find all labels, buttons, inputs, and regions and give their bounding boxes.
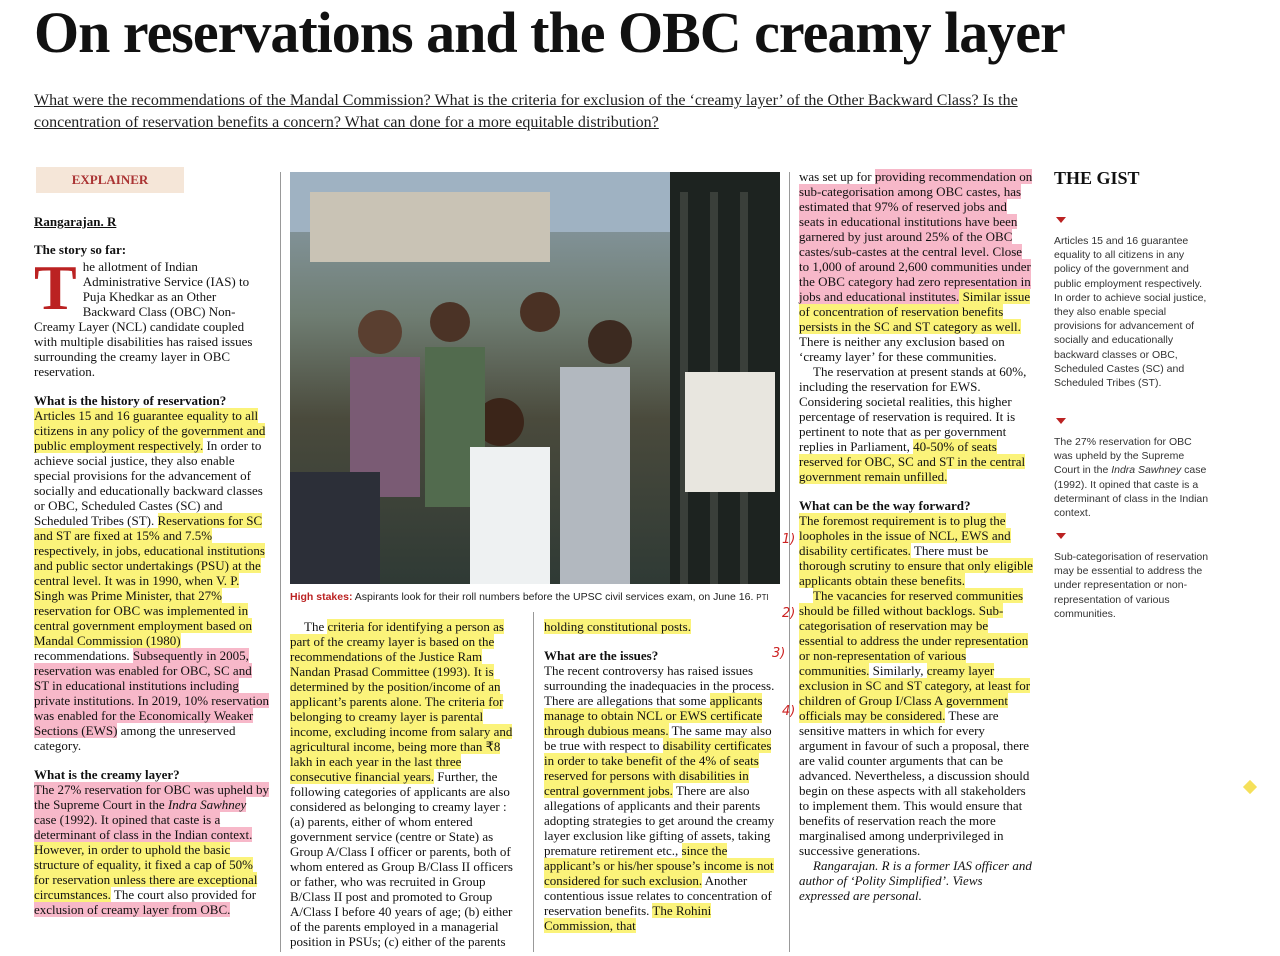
column-divider [789, 172, 790, 952]
vacancies-paragraph: The vacancies for reserved communities should be filled without backlogs. Sub-categorisation of reservation may be essential to address the under representation or non-representation of various communities. Similarly, creamy layer exclusion in SC and ST category, at least for children of Group I/Class A government officials may be considered. These are sensitive matters in which for every argument in favour of such a proposal, there are valid counter arguments that can be advanced. Nevertheless, a discussion should begin on these aspects with all stakeholders to implement them. This would ensure that benefits of reservation reach the more marginalised among underprivileged in successive generations. [799, 588, 1031, 858]
column-2 [290, 619, 522, 949]
question-way-forward: What can be the way forward? [799, 498, 971, 513]
gist-title: THE GIST [1054, 168, 1140, 188]
handwritten-mark-2: 2) [782, 606, 796, 621]
gist-item-2: The 27% reservation for OBC was upheld by the Supreme Court in the Indra Sawhney case (1992). It opined that caste is a determinant of class in the Indian context. [1054, 436, 1209, 520]
explainer-tag: EXPLAINER [36, 167, 184, 193]
question-issues: What are the issues? [544, 648, 659, 663]
column-divider [280, 172, 281, 952]
news-photo [290, 172, 780, 584]
highlight-mark [1243, 780, 1257, 794]
history-paragraph: Articles 15 and 16 guarantee equality to all citizens in any policy of the government and public employment respectively. In order to achieve social justice, they also enable special provisions for the advancement of socially and educationally backward classes or OBC, Scheduled Castes (SC) and Scheduled Tribes (ST). Reservations for SC and ST are fixed at 15% and 7.5% respectively, in jobs, educational institutions and public sector undertakings (PSU) at the central level. It was in 1990, when V. P. Singh was Prime Minister, that 27% reservation for OBC was implemented in central government employment based on Mandal Commission (1980) recommendations. Subsequently in 2005, reservation was enabled for OBC, SC and ST in educational institutions including private institutions. In 2019, 10% reservation was enabled for the Economically Weaker Sections (EWS) among the unreserved category. [34, 408, 270, 753]
question-creamy-layer: What is the creamy layer? [34, 767, 180, 782]
issues-paragraph: The recent controversy has raised issues surrounding the inadequacies in the process. There are allegations that some applicants manage to obtain NCL or EWS certificate through dubious means. The same may also be true with respect to disability certificates in order to take benefit of the 4% of seats reserved for persons with disabilities in central government jobs. There are also allegations of applicants and their parents adopting strategies to get around the creamy layer exclusion like gifting of assets, taking premature retirement etc., since the applicant’s or his/her spouse’s income is not considered for such exclusion. Another contentious issue relates to concentration of reservation benefits. The Rohini Commission, that [544, 663, 775, 933]
author-note: Rangarajan. R is a former IAS officer and author of ‘Polity Simplified’. Views expressed are personal. [799, 858, 1032, 903]
bullet-triangle-icon [1056, 217, 1066, 223]
gist-item-1: Articles 15 and 16 guarantee equality to all citizens in any policy of the government and public employment respectively. In order to achieve social justice, they also enable special provisions for advancement of socially and educationally backward classes or OBC, Scheduled Castes (SC) and Scheduled Tribes (ST). [1054, 235, 1207, 390]
deck: What were the recommendations of the Mandal Commission? What is the criteria for exclusion of the ‘creamy layer’ of the Other Backward Class? Is the concentration of reservation benefits a concern? What can done for a more equitable distribution? [34, 92, 1018, 131]
constitutional-posts: holding constitutional posts. [544, 619, 691, 634]
story-paragraph: The allotment of Indian Administrative Service (IAS) to Puja Khedkar as an Other Backward Class (OBC) Non-Creamy Layer (NCL) candidate coupled with multiple disabilities has raised issues surrounding the creamy layer in OBC reservation. [34, 252, 253, 379]
bullet-triangle-icon [1056, 533, 1066, 539]
question-history: What is the history of reservation? [34, 393, 227, 408]
column-4 [799, 169, 1035, 903]
byline: Rangarajan. R [34, 214, 117, 229]
creamy-layer-paragraph: The 27% reservation for OBC was upheld by the Supreme Court in the Indra Sawhney case (1992). It opined that caste is a determinant of class in the Indian context. However, in order to uphold the basic structure of equality, it fixed a cap of 50% for reservation unless there are exceptional circumstances. The court also provided for exclusion of creamy layer from OBC. [34, 782, 270, 917]
photo-caption: High stakes: Aspirants look for their roll numbers before the UPSC civil services exam, on June 16. PTI [290, 591, 769, 603]
dropcap: T [34, 252, 77, 323]
handwritten-mark-3: 3) [772, 646, 786, 661]
column-1 [34, 242, 270, 917]
photo-illustration [290, 172, 780, 584]
gist-item-3: Sub-categorisation of reservation may be essential to address the under representation or non-representation of various communities. [1054, 551, 1209, 620]
criteria-paragraph: The criteria for identifying a person as part of the creamy layer is based on the recommendations of the Justice Ram Nandan Prasad Committee (1993). It is determined by the position/income of an applicant’s parents alone. The criteria for belonging to creamy layer is parental income, excluding income from salary and agricultural income, being more than ₹8 lakh in each year in the last three consecutive financial years. Further, the following categories of applicants are also considered as belonging to creamy layer : (a) parents, either of whom entered government service (centre or State) as Group A/Class I officer or parents, both of whom entered as Group B/Class II officers or father, who was recruited in Group B/Class II post and promoted to Group A/Class I before 40 years of age; (b) either of the parents employed in a managerial position in PSUs; (c) either of the parents [290, 619, 513, 949]
handwritten-mark-1: 1) [782, 532, 796, 547]
column-3 [544, 619, 780, 933]
rohini-paragraph: was set up for providing recommendation on sub-categorisation among OBC castes, has estimated that 97% of reserved jobs and seats in educational institutions have been garnered by just around 25% of the OBC castes/sub-castes at the central level. Close to 1,000 of around 2,600 communities under the OBC category had zero representation in jobs and educational institutes. Similar issue of concentration of reservation benefits persists in the SC and ST category as well. There is neither any exclusion based on ‘creamy layer’ for these communities. [799, 169, 1033, 364]
handwritten-mark-4: 4) [782, 704, 796, 719]
way-forward-paragraph: The foremost requirement is to plug the loopholes in the issue of NCL, EWS and disability certificates. There must be thorough scrutiny to ensure that only eligible applicants obtain these benefits. [799, 513, 1033, 588]
caption-label: High stakes: [290, 591, 353, 603]
bullet-triangle-icon [1056, 418, 1066, 424]
headline: On reservations and the OBC creamy layer [34, 0, 1065, 65]
reservation-paragraph: The reservation at present stands at 60%, including the reservation for EWS. Considering societal realities, this higher percentage of reservation is required. It is pertinent to note that as per government replies in Parliament, 40-50% of seats reserved for OBC, SC and ST in the central government remain unfilled. [799, 364, 1027, 484]
column-divider [533, 612, 534, 952]
story-heading: The story so far: [34, 242, 127, 257]
